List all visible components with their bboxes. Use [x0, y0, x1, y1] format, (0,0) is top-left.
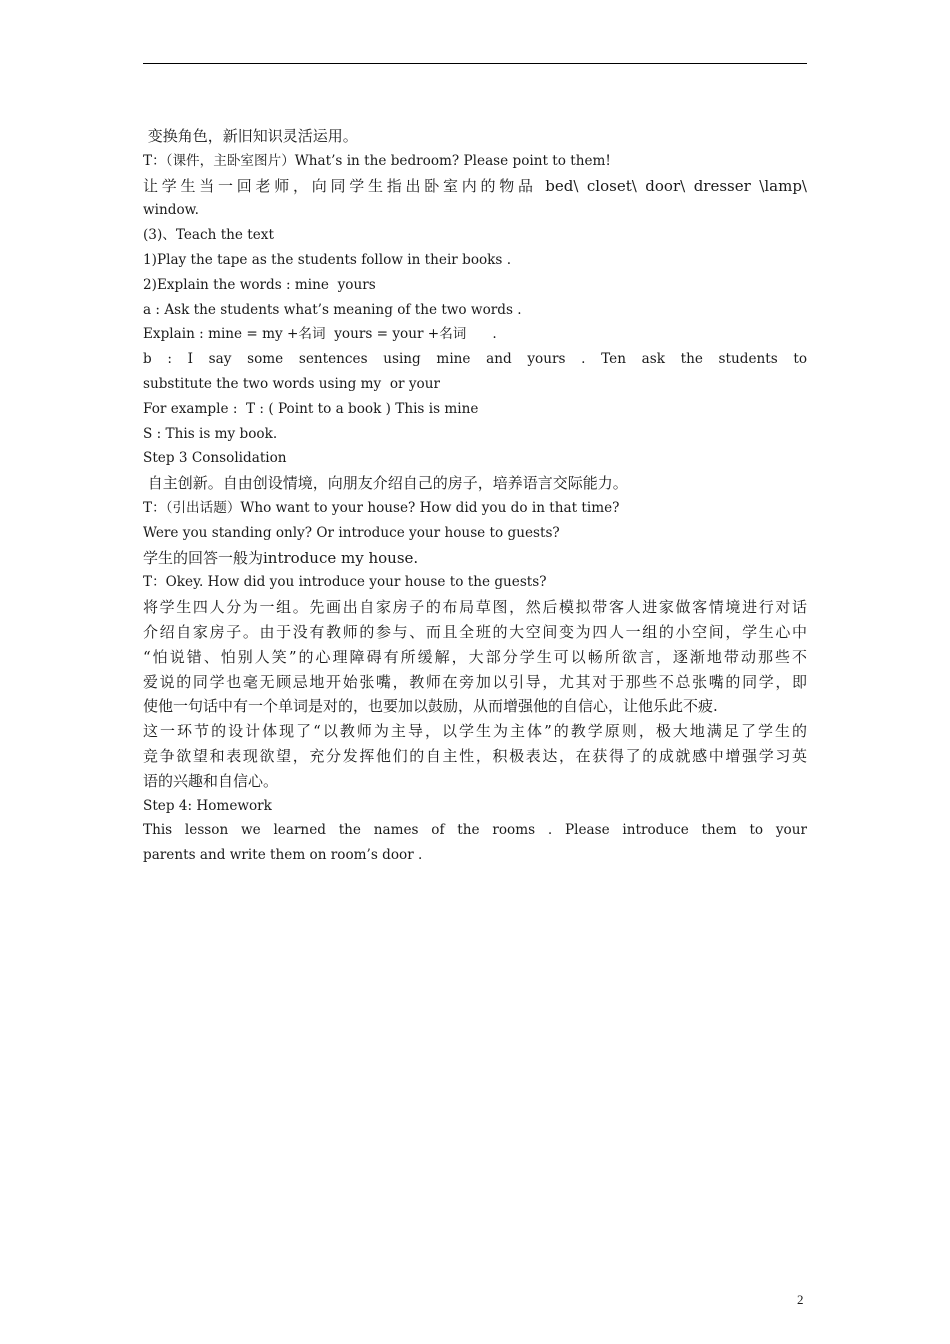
text-line: T：（引出话题）Who want to your house? How did you do in that time? — [143, 499, 620, 516]
text-line: T：（课件，主卧室图片）What’s in the bedroom? Please point to them! — [143, 152, 611, 169]
text-line: Were you standing only? Or introduce your house to guests? — [143, 524, 560, 541]
text-line: 自主创新。自由创设情境，向朋友介绍自己的房子，培养语言交际能力。 — [143, 474, 628, 493]
header-rule — [143, 63, 807, 64]
text-line: 爱说的同学也毫无顾忌地开始张嘴，教师在旁加以引导，尤其对于那些不总张嘴的同学，即 — [143, 672, 807, 691]
text-line: This lesson we learned the names of the rooms . Please introduce them to your — [143, 822, 807, 839]
section-heading: (3)、Teach the text — [143, 227, 274, 244]
text-line: b : I say some sentences using mine and yours . Ten ask the students to — [143, 351, 807, 368]
text-line: 变换角色，新旧知识灵活运用。 — [143, 127, 358, 145]
text-line: 2)Explain the words : mine yours — [143, 276, 376, 293]
document-body — [143, 124, 807, 868]
page-number: 2 — [797, 1292, 804, 1307]
text-line: 竞争欲望和表现欲望，充分发挥他们的自主性，积极表达，在获得了的成就感中增强学习英 — [143, 746, 807, 765]
text-line: “怕说错、怕别人笑”的心理障碍有所缓解，大部分学生可以畅所欲言，逐渐地带动那些不 — [143, 647, 807, 666]
text-line: Explain : mine = my +名词 yours = your +名词 . — [143, 326, 497, 343]
text-line: substitute the two words using my or your — [143, 375, 440, 392]
text-line: 让学生当一回老师，向同学生指出卧室内的物品 bed\ closet\ door\ dresser \lamp\ — [143, 176, 807, 195]
text-line: parents and write them on room’s door . — [143, 847, 423, 864]
text-line: For example : T : ( Point to a book ) This is mine — [143, 400, 479, 417]
step-heading: Step 4: Homework — [143, 797, 272, 814]
step-heading: Step 3 Consolidation — [143, 450, 287, 467]
text-line: T：Okey. How did you introduce your house to the guests? — [143, 574, 547, 591]
text-line: 学生的回答一般为introduce my house. — [143, 548, 419, 567]
text-line: 这一环节的设计体现了“以教师为主导，以学生为主体”的教学原则，极大地满足了学生的 — [143, 722, 807, 741]
text-line: a : Ask the students what’s meaning of the two words . — [143, 301, 522, 318]
text-line: 使他一句话中有一个单词是对的，也要加以鼓励，从而增强他的自信心，让他乐此不疲. — [143, 697, 718, 716]
text-line: 将学生四人分为一组。先画出自家房子的布局草图，然后模拟带客人进家做客情境进行对话 — [143, 598, 807, 617]
text-line: S : This is my book. — [143, 425, 278, 442]
text-line: 1)Play the tape as the students follow in their books . — [143, 251, 512, 268]
text-line: 语的兴趣和自信心。 — [143, 771, 279, 790]
text-line: window. — [143, 202, 199, 219]
text-line: 介绍自家房子。由于没有教师的参与、而且全班的大空间变为四人一组的小空间，学生心中 — [143, 622, 807, 641]
